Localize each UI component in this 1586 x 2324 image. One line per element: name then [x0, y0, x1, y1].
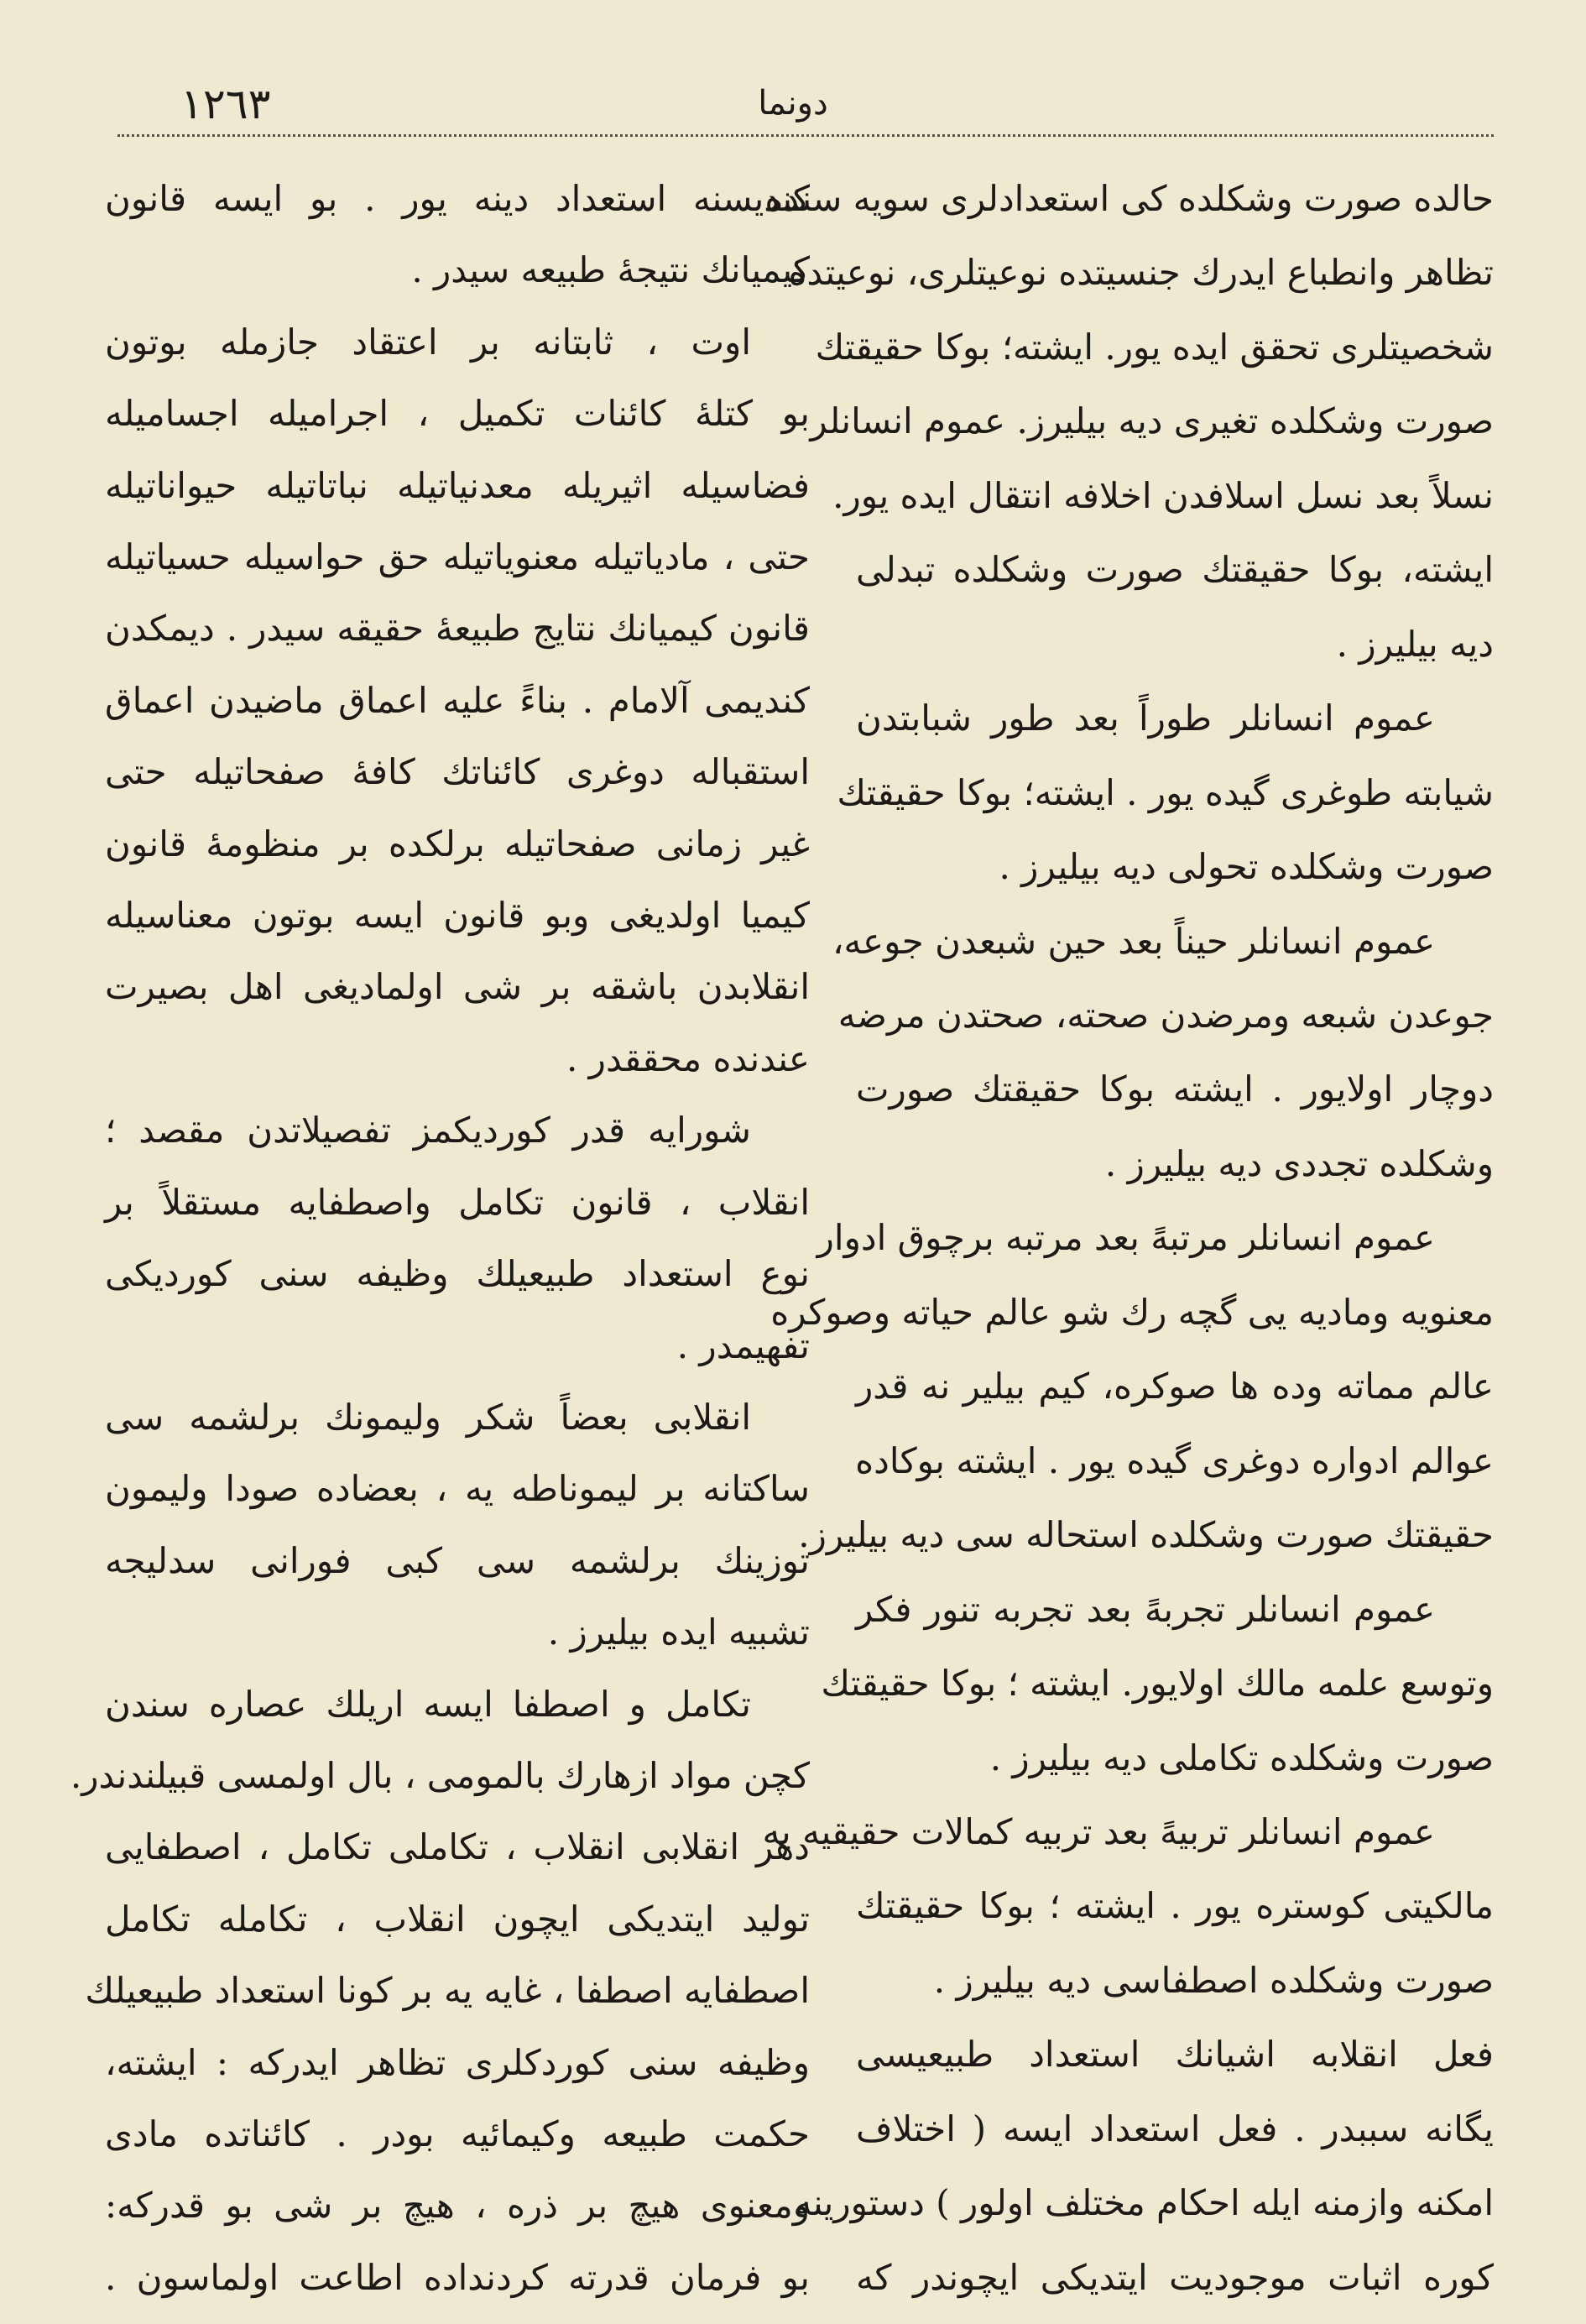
text-line: کندیسنه استعداد دینه یور . بو ایسه قانون: [105, 178, 810, 219]
text-line: توزینك برلشمه سی کبی فورانی سدلیجه: [105, 1539, 810, 1581]
text-line: تکامل و اصطفا ایسه اریلك عصاره سندن: [105, 1683, 751, 1725]
text-line: تشبیه ایده بیلیرز .: [547, 1611, 810, 1653]
text-line: جوعدن شبعه ومرضدن صحته، صحتدن مرضه: [837, 994, 1494, 1036]
text-line: تولید ایتدیکی ایچون انقلاب ، تکامله تکامل: [105, 1898, 810, 1940]
text-line: نوع استعداد طبیعیلك وظیفه سنی کوردیکی: [105, 1253, 810, 1295]
text-line: عوالم ادواره دوغری گیده یور . ایشته بوکاده: [855, 1439, 1494, 1481]
text-line: استقباله دوغری کائناتك کافهٔ صفحاتیله حتی: [105, 751, 810, 793]
text-line: انقلابی بعضاً شکر ولیمونك برلشمه سی: [105, 1396, 751, 1438]
text-line: بو کتلهٔ کائنات تکمیل ، اجرامیله اجسامیله: [105, 393, 810, 435]
text-line: مالکیتی کوستره یور . ایشته ؛ بوکا حقیقتك: [856, 1885, 1494, 1927]
text-line: شخصیتلری تحقق ایده یور. ایشته؛ بوکا حقیقتك: [815, 326, 1494, 368]
running-title: دونما: [758, 84, 828, 123]
header-dotted-rule: [117, 134, 1494, 137]
text-line: نسلاً بعد نسل اسلافدن اخلافه انتقال ایده یور.: [832, 474, 1494, 516]
text-line: حکمت طبیعه وکیمائیه بودر . کائناتده مادی: [105, 2112, 810, 2154]
text-line: عموم انسانلر طوراً بعد طور شبابتدن: [856, 697, 1435, 739]
text-line: ایشته، بوکا حقیقتك صورت وشکلده تبدلی: [856, 549, 1494, 591]
text-line: کندیمی آلامام . بناءً علیه اعماق ماضیدن اعماق: [105, 679, 810, 721]
text-line: کچن مواد ازهارك بالمومی ، بال اولمسی قبیلندندر.: [70, 1754, 810, 1796]
text-column-left: [70, 172, 810, 2304]
text-line: دیه بیلیرز .: [1336, 623, 1494, 665]
text-line: صورت وشکلده تغیری دیه بیلیرز. عموم انسانلر: [810, 400, 1494, 442]
text-line: اوت ، ثابتانه بر اعتقاد جازمله بوتون: [105, 321, 751, 363]
text-line: صورت وشکلده تکاملی دیه بیلیرز .: [989, 1736, 1494, 1778]
text-line: عندنده محققدر .: [566, 1037, 810, 1079]
text-line: اصطفایه اصطفا ، غایه یه بر کونا استعداد طبیعیلك: [85, 1970, 810, 2012]
text-line: بو فرمان قدرته کردنداده اطاعت اولماسون .: [105, 2256, 810, 2298]
text-line: ساکتانه بر لیموناطه یه ، بعضاده صودا ولیمون: [105, 1468, 810, 1510]
text-line: صورت وشکلده اصطفاسی دیه بیلیرز .: [933, 1959, 1494, 2001]
text-line: معنویه ومادیه یی گچه رك شو عالم حیاته وصوکره: [770, 1291, 1494, 1333]
text-line: صورت وشکلده تحولی دیه بیلیرز .: [999, 846, 1494, 888]
text-line: انقلاب ، قانون تکامل واصطفایه مستقلاً بر: [105, 1181, 810, 1223]
text-line: دوچار اولایور . ایشته بوکا حقیقتك صورت: [856, 1068, 1494, 1110]
text-line: تظاهر وانطباع ایدرك جنسیتده نوعیتلری، نوعیتده: [788, 252, 1494, 294]
text-line: فضاسیله اثیریله معدنیاتیله نباتاتیله حیواناتیله: [105, 464, 810, 506]
text-line: قانون کیمیانك نتایج طبیعهٔ حقیقه سیدر . دیمکدن: [105, 608, 810, 650]
text-line: عموم انسانلر مرتبهً بعد مرتبه برچوق ادوار: [816, 1217, 1435, 1259]
text-line: عموم انسانلر تجربهً بعد تجربه تنور فکر: [856, 1588, 1435, 1630]
text-line: یگانه سببدر . فعل استعداد ایسه ( اختلاف: [856, 2107, 1494, 2149]
text-line: امکنه وازمنه ایله احکام مختلف اولور ) دستورینه: [794, 2182, 1494, 2224]
text-line: شورایه قدر کوردیکمز تفصیلاتدن مقصد ؛: [105, 1110, 751, 1152]
text-line: شیابته طوغری گیده یور . ایشته؛ بوکا حقیقتك: [837, 771, 1494, 813]
text-line: وشکلده تجددی دیه بیلیرز .: [1104, 1142, 1494, 1184]
text-line: دهر انقلابی انقلاب ، تکاملی تکامل ، اصطفایی: [105, 1826, 810, 1868]
text-line: وتوسع علمه مالك اولایور. ایشته ؛ بوکا حقیقتك: [821, 1663, 1494, 1705]
text-line: فعل انقلابه اشیانك استعداد طبیعیسی: [856, 2034, 1494, 2076]
text-line: وظیفه سنی کوردکلری تظاهر ایدرکه : ایشته،: [105, 2041, 810, 2083]
text-line: کیمیا اولدیغی وبو قانون ایسه بوتون معناسیله: [105, 895, 810, 937]
text-line: عموم انسانلر تربیهً بعد تربیه کمالات حقیقیه یه: [762, 1810, 1435, 1852]
text-line: ومعنوی هیچ بر ذره ، هیچ بر شی بو قدرکه:: [105, 2185, 810, 2227]
text-line: تفهیمدر .: [676, 1324, 810, 1366]
text-line: کوره اثبات موجودیت ایتدیکی ایچوندر که: [856, 2256, 1494, 2298]
text-line: عالم مماته وده ها صوکره، کیم بیلیر نه قدر: [856, 1366, 1494, 1407]
text-column-right: [762, 172, 1494, 2304]
page-number: ١٢٦٣: [180, 80, 271, 128]
text-line: حالده صورت وشکلده کی استعدادلری سویه سنده: [764, 178, 1494, 219]
text-line: عموم انسانلر حیناً بعد حین شبعدن جوعه،: [832, 920, 1435, 962]
text-line: کیمیانك نتیجهٔ طبیعه سیدر .: [411, 249, 810, 291]
text-line: انقلابدن باشقه بر شی اولمادیغی اهل بصیرت: [105, 966, 810, 1008]
text-line: حتی ، مادیاتیله معنویاتیله حق حواسیله حسیاتیله: [105, 536, 810, 578]
text-line: حقیقتك صورت وشکلده استحاله سی دیه بیلیرز.: [798, 1514, 1494, 1556]
text-line: غیر زمانی صفحاتیله برلکده بر منظومهٔ قانون: [105, 823, 810, 864]
